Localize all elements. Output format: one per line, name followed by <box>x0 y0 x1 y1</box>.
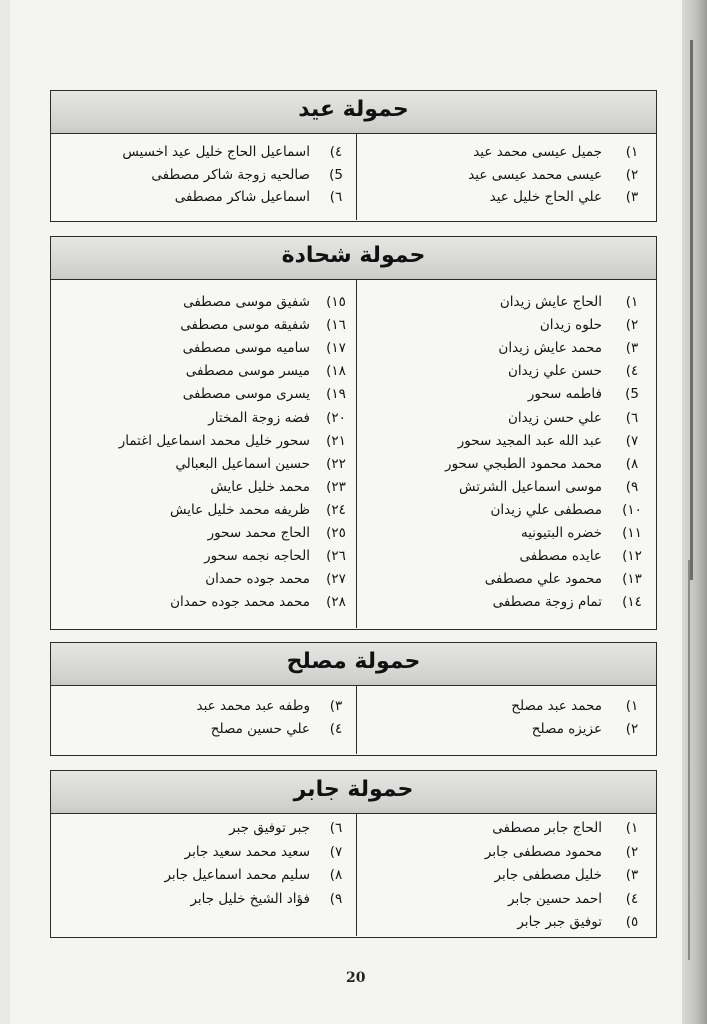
person-name: خضره البتيونيه <box>521 525 602 541</box>
person-name: محمد خليل عايش <box>210 478 310 495</box>
item-number: ٦) <box>329 189 343 205</box>
section-header <box>51 643 656 686</box>
list-item <box>356 698 656 720</box>
item-number: ٢) <box>625 317 639 334</box>
person-name: سحور خليل محمد اسماعيل اغتمار <box>118 432 310 449</box>
list-item <box>356 479 656 501</box>
list-item <box>356 340 656 362</box>
person-name: محمد محمد جوده حمدان <box>170 594 310 611</box>
item-number: ٢٦) <box>326 548 346 565</box>
item-number: ٣) <box>625 189 639 205</box>
list-item <box>51 571 356 593</box>
list-item <box>51 410 356 432</box>
item-number: ٢٣) <box>326 478 346 495</box>
list-item <box>356 433 656 455</box>
item-number: ١٤) <box>622 594 642 611</box>
item-number: ٥) <box>625 914 639 930</box>
list-item <box>356 294 656 316</box>
list-item <box>356 820 656 842</box>
item-number: 5) <box>329 166 343 183</box>
right-column <box>356 814 656 936</box>
item-number: ١) <box>625 820 639 836</box>
person-name: مصطفى علي زيدان <box>490 501 602 518</box>
item-number: ٩) <box>329 890 343 907</box>
list-item <box>51 363 356 385</box>
person-name: فاطمه سحور <box>527 386 602 403</box>
item-number: ١٩) <box>326 386 346 403</box>
person-name: ظريفه محمد خليل عايش <box>170 501 310 518</box>
person-name: الحاج محمد سحور <box>207 525 310 541</box>
person-name: محمود مصطفى جابر <box>484 843 602 860</box>
item-number: ٤) <box>329 144 343 160</box>
section-musleh <box>50 642 657 756</box>
person-name: محمد محمود الطبجي سحور <box>445 455 602 472</box>
item-number: ٢٨) <box>326 594 346 611</box>
left-column <box>51 686 356 754</box>
item-number: ٢) <box>625 721 639 737</box>
item-number: 5) <box>625 386 639 403</box>
person-name: الحاجه نجمه سحور <box>204 548 310 565</box>
list-item <box>51 144 356 166</box>
list-item <box>51 386 356 408</box>
list-item <box>356 914 656 936</box>
item-number: ٧) <box>329 843 343 860</box>
list-item <box>51 525 356 547</box>
person-name: ميسر موسى مصطفى <box>185 363 310 380</box>
item-number: ٧) <box>625 432 639 449</box>
person-name: فضه زوجة المختار <box>208 409 310 426</box>
item-number: ٣) <box>625 340 639 357</box>
page-number: 20 <box>346 970 366 986</box>
list-item <box>51 317 356 339</box>
list-item <box>356 721 656 743</box>
item-number: ٢٠) <box>326 409 346 426</box>
person-name: محمود علي مصطفى <box>484 571 602 588</box>
list-item <box>51 294 356 316</box>
person-name: سعيد محمد سعيد جابر <box>184 843 310 860</box>
list-item <box>51 456 356 478</box>
person-name: عيسى محمد عيسى عيد <box>468 166 602 183</box>
list-item <box>51 189 356 211</box>
item-number: ٢١) <box>326 432 346 449</box>
list-item <box>356 386 656 408</box>
person-name: عزيزه مصلح <box>531 721 602 737</box>
list-item <box>356 594 656 616</box>
left-column <box>51 814 356 936</box>
list-item <box>51 548 356 570</box>
item-number: ٣) <box>625 867 639 883</box>
person-name: علي حسين مصلح <box>210 721 310 737</box>
item-number: ١٦) <box>326 317 346 334</box>
section-eid <box>50 90 657 222</box>
item-number: ٦) <box>329 820 343 836</box>
person-name: صالحيه زوجة شاكر مصطفى <box>151 166 310 183</box>
item-number: ٢٧) <box>326 571 346 588</box>
person-name: اسماعيل شاكر مصطفى <box>174 189 310 205</box>
person-name: توفيق جبر جابر <box>517 914 602 930</box>
person-name: عايده مصطفى <box>519 548 602 565</box>
item-number: ١) <box>625 698 639 714</box>
item-number: ٢) <box>625 843 639 860</box>
item-number: ٤) <box>625 890 639 907</box>
right-column <box>356 134 656 220</box>
person-name: تمام زوجة مصطفى <box>492 594 602 611</box>
item-number: ١٨) <box>326 363 346 380</box>
list-item <box>51 167 356 189</box>
item-number: ٢) <box>625 166 639 183</box>
item-number: ٤) <box>625 363 639 380</box>
item-number: ٢٥) <box>326 525 346 541</box>
person-name: محمد عايش زيدان <box>498 340 602 357</box>
list-item <box>356 189 656 211</box>
person-name: وطفه عبد محمد عبد <box>196 698 310 714</box>
list-item <box>51 502 356 524</box>
list-item <box>356 144 656 166</box>
person-name: حلوه زيدان <box>539 317 602 334</box>
list-item <box>356 363 656 385</box>
person-name: اسماعيل الحاج خليل عيد اخسيس <box>122 144 310 160</box>
section-title: حمولة جابر <box>293 777 414 802</box>
item-number: ٨) <box>329 867 343 883</box>
person-name: علي الحاج خليل عيد <box>489 189 602 205</box>
item-number: ١٥) <box>326 294 346 310</box>
person-name: يسرى موسى مصطفى <box>182 386 310 403</box>
list-item <box>356 867 656 889</box>
list-item <box>356 891 656 913</box>
item-number: ٤) <box>329 721 343 737</box>
person-name: ساميه موسى مصطفى <box>182 340 310 357</box>
list-item <box>356 502 656 524</box>
list-item <box>51 698 356 720</box>
item-number: ٨) <box>625 455 639 472</box>
binding-line <box>690 40 693 580</box>
person-name: شفيقه موسى مصطفى <box>180 317 310 334</box>
person-name: محمد جوده حمدان <box>205 571 310 588</box>
list-item <box>51 479 356 501</box>
binding-line-lower <box>688 560 690 960</box>
list-item <box>51 820 356 842</box>
person-name: حسن علي زيدان <box>507 363 602 380</box>
person-name: موسى اسماعيل الشرتش <box>458 478 602 495</box>
section-header <box>51 771 656 814</box>
person-name: علي حسن زيدان <box>507 409 602 426</box>
person-name: حسين اسماعيل البعبالي <box>175 455 310 472</box>
person-name: الحاج جابر مصطفى <box>492 820 602 836</box>
person-name: الحاج عايش زيدان <box>499 294 602 310</box>
item-number: ١٣) <box>622 571 642 588</box>
person-name: جبر توفيق جبر <box>229 820 310 836</box>
item-number: ١١) <box>622 525 642 541</box>
person-name: عبد الله عبد المجيد سحور <box>457 432 602 449</box>
section-header <box>51 91 656 134</box>
section-title: حمولة شحادة <box>281 243 426 268</box>
list-item <box>51 594 356 616</box>
item-number: ١٧) <box>326 340 346 357</box>
item-number: ٦) <box>625 409 639 426</box>
list-item <box>356 317 656 339</box>
person-name: سليم محمد اسماعيل جابر <box>164 867 310 883</box>
item-number: ٩) <box>625 478 639 495</box>
item-number: ١) <box>625 294 639 310</box>
list-item <box>356 571 656 593</box>
section-title: حمولة عيد <box>298 97 409 122</box>
left-column <box>51 280 356 628</box>
item-number: ٢٤) <box>326 501 346 518</box>
list-item <box>51 867 356 889</box>
section-jaber <box>50 770 657 938</box>
list-item <box>51 433 356 455</box>
list-item <box>51 340 356 362</box>
item-number: ٢٢) <box>326 455 346 472</box>
page-edge-shadow <box>682 0 707 1024</box>
list-item <box>356 525 656 547</box>
list-item <box>356 844 656 866</box>
list-item <box>356 410 656 432</box>
item-number: ٣) <box>329 698 343 714</box>
right-column <box>356 280 656 628</box>
person-name: جميل عيسى محمد عيد <box>473 144 602 160</box>
section-header <box>51 237 656 280</box>
item-number: ١) <box>625 144 639 160</box>
person-name: خليل مصطفى جابر <box>494 867 602 883</box>
section-title: حمولة مصلح <box>286 649 421 674</box>
item-number: ١٠) <box>622 501 642 518</box>
list-item <box>356 167 656 189</box>
right-column <box>356 686 656 754</box>
section-shahada <box>50 236 657 630</box>
list-item <box>356 548 656 570</box>
list-item <box>51 844 356 866</box>
person-name: احمد حسين جابر <box>508 890 602 907</box>
list-item <box>356 456 656 478</box>
list-item <box>51 721 356 743</box>
list-item <box>51 891 356 913</box>
person-name: شفيق موسى مصطفى <box>183 294 310 310</box>
item-number: ١٢) <box>622 548 642 565</box>
person-name: محمد عبد مصلح <box>511 698 602 714</box>
left-column <box>51 134 356 220</box>
person-name: فؤاد الشيخ خليل جابر <box>190 890 310 907</box>
